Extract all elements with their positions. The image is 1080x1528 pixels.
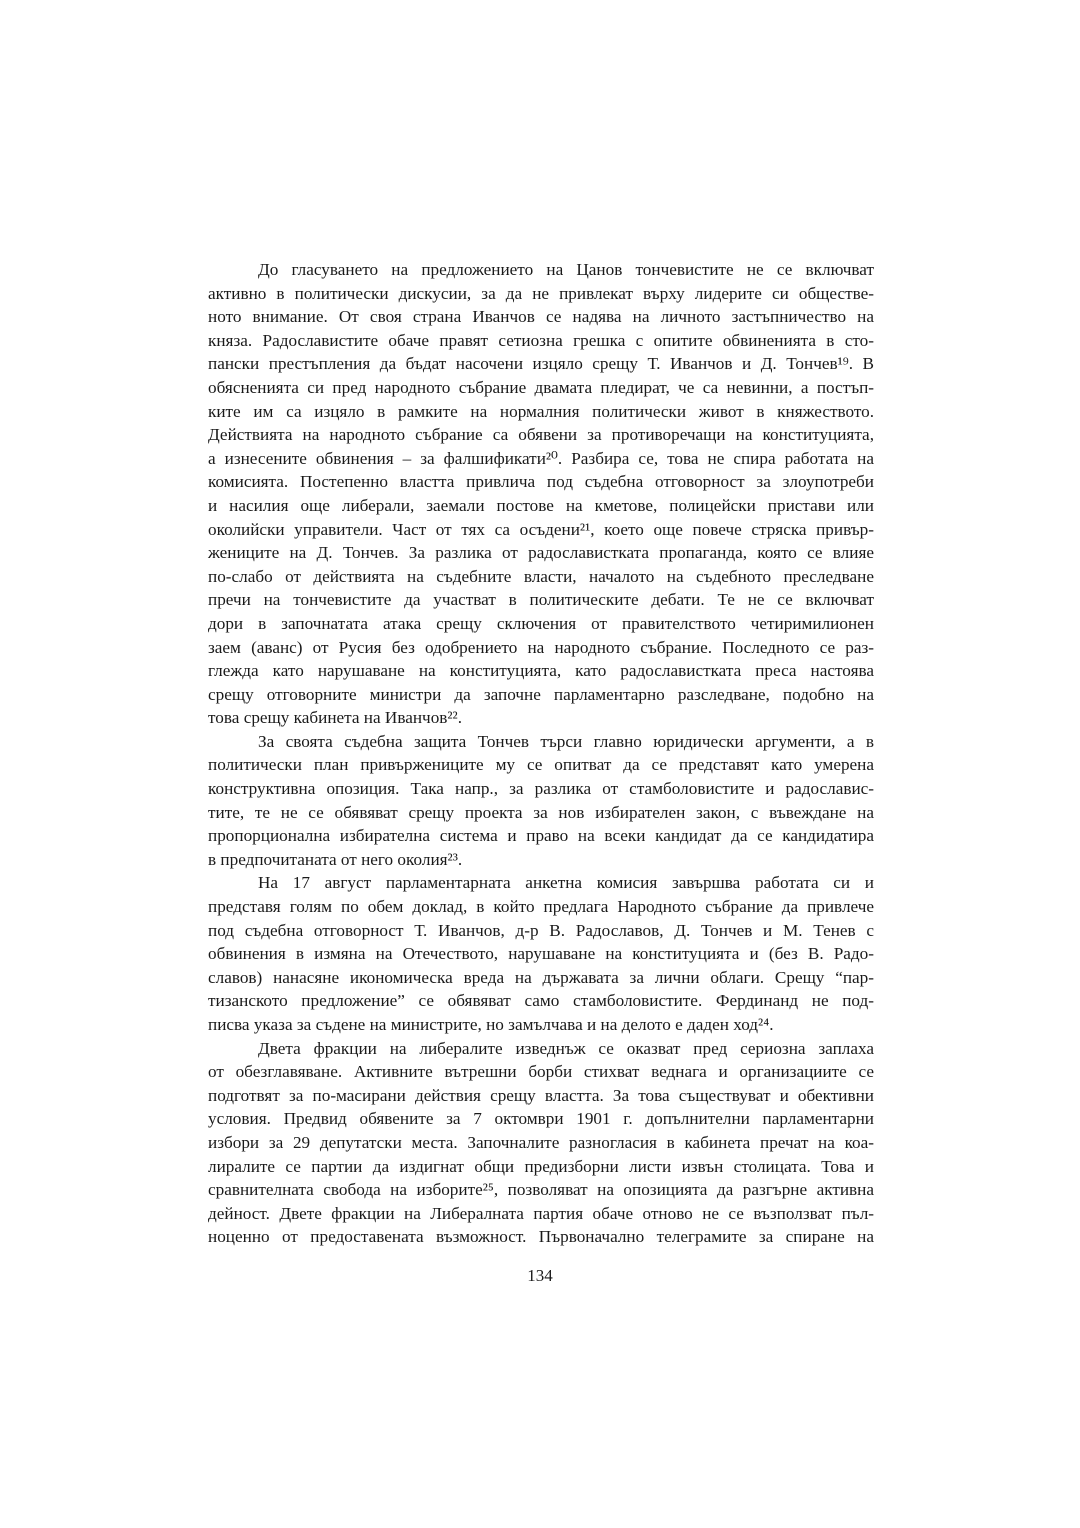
text-line: Двета фракции на либералите изведнъж се оказват пред сериозна заплаха	[258, 1038, 874, 1058]
text-line: пречи на тончевистите да участват в политическите дебати. Те не се включват	[208, 590, 874, 610]
text-line: а изнесените обвинения – за фалшификати²⁰. Разбира се, това не спира работата на	[208, 448, 874, 468]
text-line: политически план привържениците му се опитват да се представят като умерена	[208, 755, 874, 775]
text-line: обвинения в измяна на Отечеството, нарушаване на конституцията и (без В. Радо-	[208, 944, 874, 964]
text-line: комисията. Постепенно властта привлича под съдебна отговорност за злоупотреби	[208, 472, 874, 492]
body-text	[208, 258, 874, 1249]
text-line: За своята съдебна защита Тончев търси главно юридически аргументи, а в	[258, 731, 874, 751]
text-line: дейност. Двете фракции на Либералната партия обаче отново не се възползват пъл-	[208, 1203, 874, 1223]
text-line: по-слабо от действията на съдебните власти, началото на съдебното преследване	[208, 566, 874, 586]
text-line: обясненията си пред народното събрание двамата пледират, че са невинни, а постъп-	[208, 377, 874, 397]
text-line: околийски управители. Част от тях са осъдени²¹, което още повече стряска привър-	[208, 519, 874, 539]
text-line: сравнителната свобода на изборите²⁵, позволяват на опозицията да разгърне активна	[208, 1180, 874, 1200]
text-line: активно в политически дискусии, за да не привлекат върху лидерите си обществе-	[208, 283, 874, 303]
text-line: На 17 август парламентарната анкетна комисия завършва работата си и	[258, 873, 874, 893]
text-line: дори в започнатата атака срещу сключения от правителството четиримилионен	[208, 613, 874, 633]
text-line: от обезглавяване. Активните вътрешни борби стихват веднага и организациите се	[208, 1062, 874, 1082]
text-line: тизанското предложение” се обявяват само стамболовистите. Фердинанд не под-	[208, 991, 874, 1011]
text-line: и насилия още либерали, заемали постове на кметове, полицейски пристави или	[208, 495, 874, 515]
text-line: срещу отговорните министри да започне парламентарно разследване, подобно на	[208, 684, 874, 704]
text-line: пропорционална избирателна система и право на всеки кандидат да се кандидатира	[208, 826, 874, 846]
text-line: това срещу кабинета на Иванчов²².	[208, 708, 463, 728]
text-line: ното внимание. От своя страна Иванчов се надява на личното застъпничество на	[208, 307, 874, 327]
text-line: писва указа за съдене на министрите, но замълчава и на делото е даден ход²⁴.	[208, 1015, 774, 1034]
text-line: лиралите се партии да издигнат общи предизборни листи извън столицата. Това и	[208, 1156, 874, 1176]
text-line: глежда като нарушаване на конституцията, като радославистката преса настоява	[208, 661, 874, 681]
page-number: 134	[527, 1266, 553, 1285]
text-line: славов) нанасяне икономическа вреда на държавата за лични облаги. Срещу “пар-	[208, 967, 874, 987]
text-line: условия. Предвид обявените за 7 октомври 1901 г. допълнителни парламентарни	[208, 1109, 874, 1129]
text-line: ноценно от предоставената възможност. Първоначално телеграмите за спиране на	[208, 1227, 874, 1247]
text-line: тите, те не се обявяват срещу проекта за нов избирателен закон, с въвеждане на	[208, 802, 874, 822]
text-line: под съдебна отговорност Т. Иванчов, д-р В. Радославов, Д. Тончев и М. Тенев с	[208, 920, 874, 940]
text-line: представя голям по обем доклад, в който предлага Народното събрание да привлече	[208, 897, 874, 917]
text-line: заем (аванс) от Русия без одобрението на народното събрание. Последното се раз-	[208, 637, 874, 657]
text-line: пански престъпления да бъдат насочени изцяло срещу Т. Иванчов и Д. Тончев¹⁹. В	[208, 354, 874, 374]
text-line: избори за 29 депутатски места. Започналите разногласия в кабинета пречат на коа-	[208, 1132, 874, 1152]
text-line: конструктивна опозиция. Така напр., за разлика от стамболовистите и радославис-	[208, 779, 874, 799]
text-line: Действията на народното събрание са обявени за противоречащи на конституцията,	[208, 425, 874, 445]
text-line: ките им са изцяло в рамките на нормалния политически живот в княжеството.	[208, 401, 874, 421]
text-line: в предпочитаната от него околия²³.	[208, 849, 463, 869]
text-line: До гласуването на предложениeто на Цанов тончевистите не се включват	[258, 260, 874, 279]
text-line: жениците на Д. Тончев. За разлика от радославистката пропаганда, която се влияе	[208, 543, 874, 563]
text-line: княза. Радославистите обаче правят сетиозна грешка с опитите обвиненията в сто-	[208, 330, 874, 350]
text-line: подготвят за по-масирани действия срещу властта. За това съществуват и обективни	[208, 1085, 874, 1105]
